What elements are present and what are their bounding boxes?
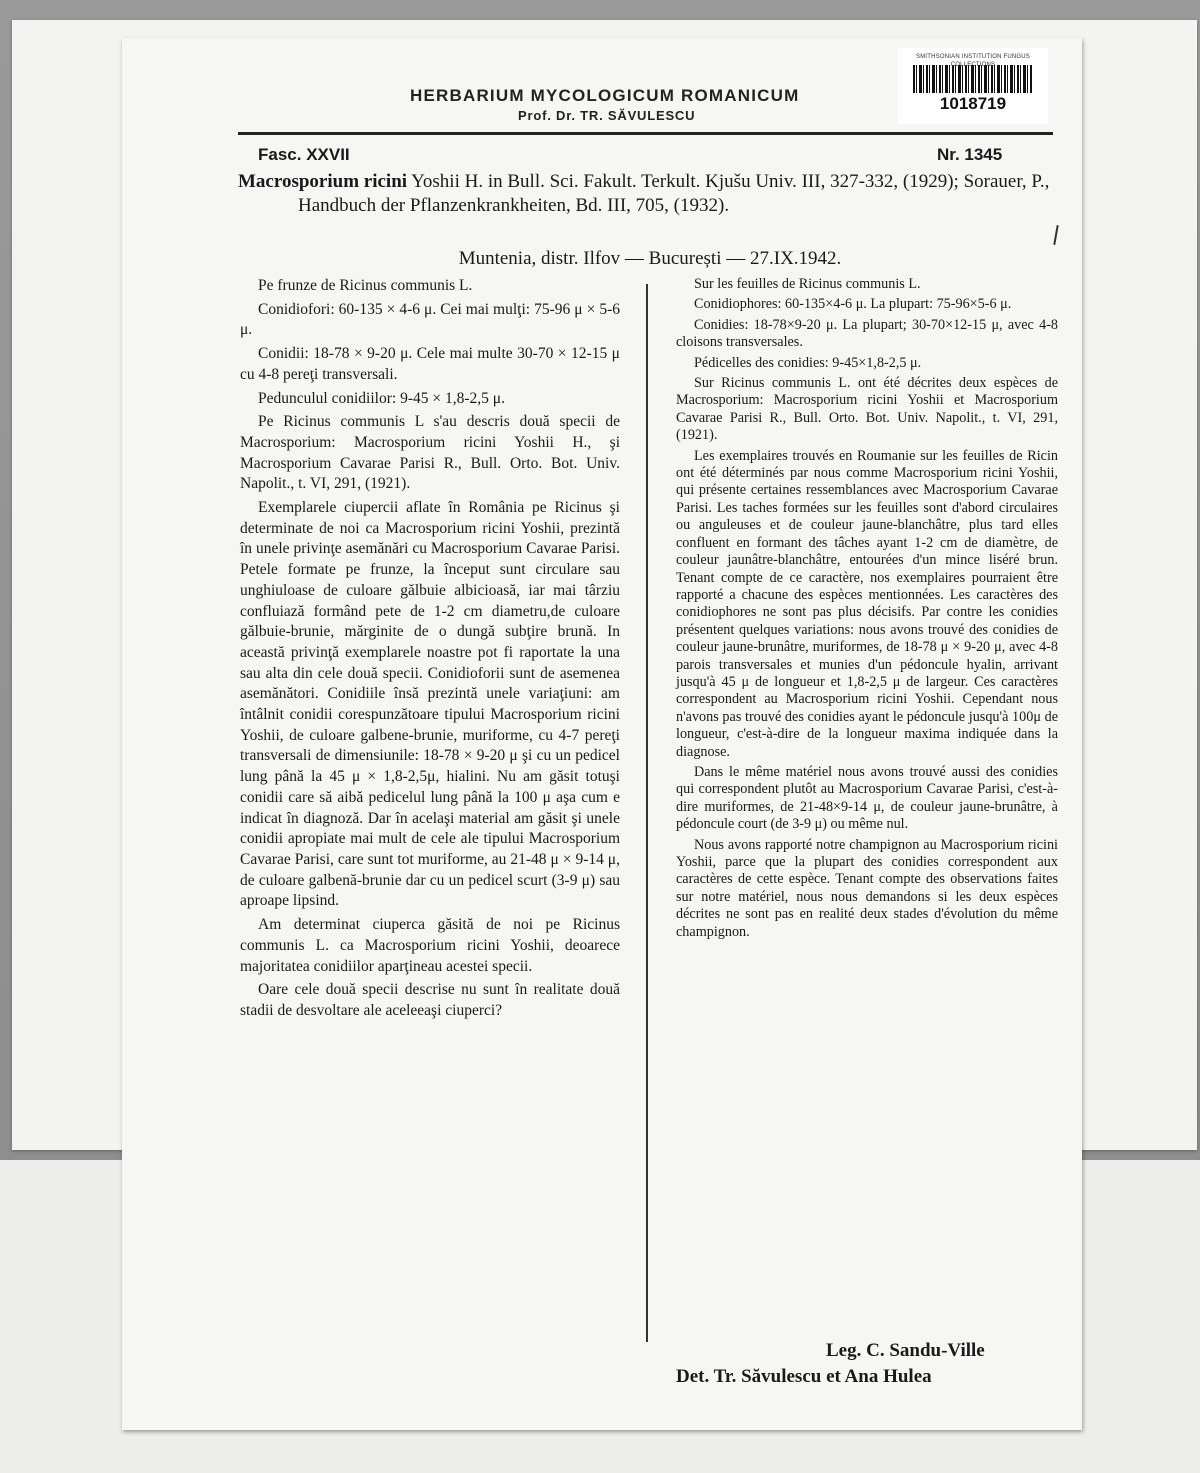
- barcode-icon: [913, 65, 1033, 93]
- citation-text: Yoshii H. in Bull. Sci. Fakult. Terkult. Kjušu Univ. III, 327-332, (1929); Sorauer, P., Handbuch der Pflanzenkrankheiten, Bd. III, 705, (1932).: [298, 171, 1050, 216]
- species-citation: [238, 170, 1058, 218]
- ro-paragraph: Am determinat ciuperca găsită de noi pe Ricinus communis L. ca Macrosporium ricini Yoshii, deoarece majoritatea conidiilor aparţineau acestei specii.: [240, 916, 620, 975]
- header-rule: [238, 132, 1053, 135]
- ro-paragraph: Pe frunze de Ricinus communis L.: [258, 277, 473, 294]
- fr-paragraph: Conidiophores: 60-135×4-6 μ. La plupart: 75-96×5-6 μ.: [694, 296, 1012, 313]
- fr-paragraph: Sur Ricinus communis L. ont été décrites deux espèces de Macrosporium: Macrosporium ricini Yoshii et Macrosporium Cavarae Parisi R., Bull. Orto. Bot. Univ. Napolit., t. VI, 291, (1921).: [676, 375, 1058, 444]
- species-name: Macrosporium ricini: [238, 171, 408, 192]
- romanian-description: [240, 276, 620, 1025]
- fr-paragraph: Nous avons rapporté notre champignon au Macrosporium ricini Yoshii, parce que la plupart des conidies correspondent aux caractères de cette espèce. Tenant compte des observations faites sur notre matériel, nous nous demandons si les deux espèces décrites ne sont pas en realité deux stades d'évolution du même champignon.: [676, 836, 1058, 940]
- french-description: [676, 276, 1058, 944]
- fr-paragraph: Dans le même matériel nous avons trouvé aussi des conidies qui correspondent plutôt au Macrosporium Cavarae Parisi, c'est-à-dire muriformes, de 21-48×9-14 μ, de couleur jaune-brunâtre, à pédoncule court (de 3-9 μ) ou même nul.: [676, 763, 1058, 833]
- collection-locality: Muntenia, distr. Ilfov — București — 27.IX.1942.: [458, 248, 842, 269]
- fr-paragraph: Pédicelles des conidies: 9-45×1,8-2,5 μ.: [694, 354, 922, 371]
- fr-paragraph: Les exemplaires trouvés en Roumanie sur les feuilles de Ricin ont été déterminés par nous comme Macrosporium ricini Yoshii, qui présente certaines ressemblances avec Macrosporium Cavarae Parisi. Les taches formées sur les feuilles sont d'abord circulaires ou anguleuses et de couleur jaune-blanchâtre, plus tard elles confluent en formant des tâches ayant 1-2 cm de diamètre, de couleur jaunâtre-blanchâtre, entourées d'un mince liséré brun. Tenant compte de ce caractère, nos exemplaires pourraient être rapporté a chacune des espèces mentionnées. Les caractères des conidiophores ne sont pas plus décisifs. Par contre les conidies présentent quelques variations: nous avons trouvé des conidies de couleur jaune-brunâtre, muriformes, de 18-78 μ × 9-20 μ, avec 4-8 parois transversales et munies d'un pédoncule hyalin, arrivant jusqu'à 45 μ de longueur et 1,8-2,5 μ de largeur. Ces caractères correspondent au Macrosporium ricini Yoshii. Cependant nous n'avons pas trouvé des conidies ayant le pédoncule jusqu'à 100μ de longueur, c'est-à-dire de la longueur maxima indiquée dans la diagnose.: [676, 447, 1058, 760]
- column-divider: [646, 284, 648, 1342]
- ro-paragraph: Pe Ricinus communis L s'au descris două specii de Macrosporium: Macrosporium ricini Yoshii H., şi Macrosporium Cavarae Parisi R., Bull. Orto. Bot. Univ. Napolit., t. VI, 291, (1921).: [240, 413, 620, 493]
- ro-paragraph: Conidiofori: 60-135 × 4-6 μ. Cei mai mulţi: 75-96 μ × 5-6 μ.: [240, 300, 620, 339]
- ro-paragraph: Conidii: 18-78 × 9-20 μ. Cele mai multe 30-70 × 12-15 μ cu 4-8 pereţi transversali.: [240, 345, 620, 383]
- fr-paragraph: Conidies: 18-78×9-20 μ. La plupart; 30-70×12-15 μ, avec 4-8 cloisons transversales.: [676, 316, 1058, 351]
- fascicle-number: Fasc. XXVII: [258, 145, 350, 164]
- ro-paragraph: Oare cele două specii descrise nu sunt în realitate două stadii de desvoltare ale aceleeaşi ciuperci?: [240, 981, 620, 1019]
- determiner: Det. Tr. Săvulescu et Ana Hulea: [676, 1366, 932, 1387]
- barcode-label: [898, 48, 1048, 124]
- ro-paragraph: Pedunculul conidiilor: 9-45 × 1,8-2,5 μ.: [258, 389, 505, 407]
- barcode-number: 1018719: [939, 94, 1007, 113]
- herbarium-editor: Prof. Dr. TR. SĂVULESCU: [518, 108, 696, 123]
- specimen-number: Nr. 1345: [937, 145, 1003, 164]
- collector-legit: Leg. C. Sandu-Ville: [826, 1340, 985, 1361]
- ro-paragraph: Exemplarele ciupercii aflate în România pe Ricinus şi determinate de noi ca Macrosporium ricini Yoshii, prezintă în unele privinţe asemănări cu Macrosporium Cavarae Parisi. Petele formate pe frunze, la început sunt circulare sau unghiuloase de culoare gălbuie albicioasă, iar mai târziu confluiază formând pete de 1-2 cm diametru,de culoare gălbuie-brunie, mărginite de o dungă subţire brună. In această privinţă exemplarele noastre pot fi raportate la una sau alta din cele două specii. Conidioforii sunt de asemenea asemănători. Conidiile însă prezintă unele variaţiuni: am întâlnit conidii corespunzătoare tipului Macrosporium ricini Yoshii, de culoare galbene-brunie, muriforme, cu 4-7 pereţi transversali de dimensiunile: 18-78 × 9-20 μ şi cu un pedicel lung până la 45 μ × 1,8-2,5μ, hialini. Nu am găsit totuşi conidii care să aibă pedicelul lung până la 100 μ aşa cum e indicat în diagnoză. Dar în acelaşi material am găsit şi unele conidii apropiate mai mult de cele ale tipului Macrosporium Cavarae Parisi, care sunt tot muriforme, au 21-48 μ × 9-14 μ, de culoare galbenă-brunie dar cu un pedicel scurt (3-9 μ) sau aproape lipsind.: [240, 499, 620, 910]
- barcode-institution: SMITHSONIAN INSTITUTION FUNGUS COLLECTIONS: [916, 54, 1030, 68]
- fr-paragraph: Sur les feuilles de Ricinus communis L.: [694, 276, 921, 292]
- herbarium-title: HERBARIUM MYCOLOGICUM ROMANICUM: [410, 86, 800, 105]
